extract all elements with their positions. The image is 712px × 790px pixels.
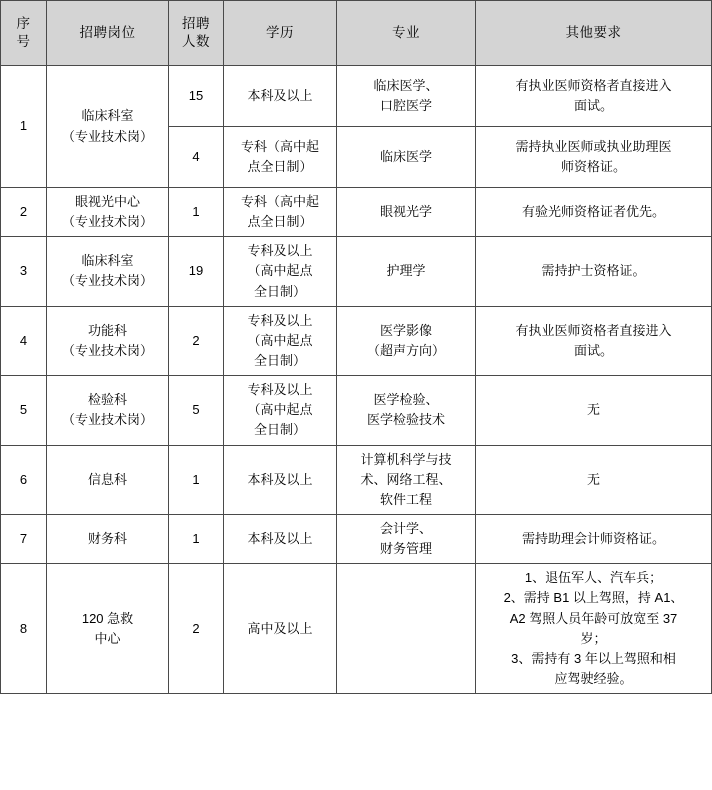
cell-position-line: 功能科 [87,322,127,338]
cell-education [224,66,337,127]
cell-major [337,306,476,375]
cell-position-line: 检验科 [87,392,127,408]
cell-other [476,66,712,127]
cell-education-line: 全日制） [253,352,306,368]
column-header-count [169,1,224,66]
cell-other-line: 面试。 [573,98,613,113]
cell-education [224,514,337,563]
cell-major-line: 医学检验、 [373,392,439,408]
cell-education [224,564,337,694]
cell-other [476,237,712,306]
cell-education-line: 专科及以上 [247,312,313,328]
cell-count: 1 [169,188,224,237]
cell-education-line: 点全日制） [247,159,313,174]
table-header-row [1,1,712,66]
cell-major-line: 临床医学、 [373,77,439,93]
cell-other-line: 需持护士资格证。 [541,263,646,279]
cell-position-line: 信息科 [87,471,127,487]
cell-major [337,237,476,306]
cell-major [337,188,476,237]
cell-other-line: 需持执业医师或执业助理医 [515,138,672,154]
cell-position-line: （专业技术岗） [61,128,153,144]
cell-education-line: 专科（高中起 [240,194,319,209]
cell-position-line: 临床科室 [81,253,134,269]
cell-seq: 2 [1,188,47,237]
cell-seq: 8 [1,564,47,694]
cell-count: 2 [169,306,224,375]
table-row [1,66,712,127]
cell-other-line: 应驾驶经验。 [554,670,633,686]
cell-position [47,237,169,306]
column-header-seq-line1: 序 [16,16,31,32]
cell-major-line: 临床医学 [379,148,432,164]
cell-other-line: 面试。 [573,342,613,358]
cell-education-line: 全日制） [253,283,306,299]
cell-other-line: 需持助理会计师资格证。 [521,531,665,547]
cell-major-line: 口腔医学 [379,98,432,113]
cell-count: 4 [169,127,224,188]
cell-major [337,564,476,694]
cell-other [476,188,712,237]
cell-seq: 4 [1,306,47,375]
cell-seq: 5 [1,376,47,445]
cell-education-line: 点全日制） [247,214,313,230]
column-header-position: 招聘岗位 [47,1,169,66]
cell-seq: 6 [1,445,47,514]
cell-other [476,514,712,563]
cell-other-line: 有执业医师资格者直接进入 [515,77,672,93]
cell-education [224,376,337,445]
cell-major [337,376,476,445]
cell-other-line: 岁； [580,630,607,646]
cell-position [47,445,169,514]
column-header-seq [1,1,47,66]
cell-other-line: 有验光师资格证者优先。 [521,204,665,220]
cell-major-line: 财务管理 [379,541,432,557]
cell-position-line: （专业技术岗） [61,342,153,358]
cell-major-line: 护理学 [386,263,426,279]
cell-count: 1 [169,445,224,514]
cell-position-line: 财务科 [87,531,127,547]
cell-seq: 7 [1,514,47,563]
cell-education-line: 专科及以上 [247,243,313,259]
cell-major-line: （超声方向） [366,342,445,358]
cell-major-line: 眼视光学 [379,204,432,220]
cell-position [47,376,169,445]
cell-education-line: （高中起点 [247,332,313,348]
cell-count: 5 [169,376,224,445]
column-header-count-line2: 人数 [182,34,210,49]
table-row [1,188,712,237]
cell-seq: 3 [1,237,47,306]
cell-other [476,127,712,188]
cell-education-line: 全日制） [253,422,306,438]
cell-education [224,237,337,306]
cell-position [47,514,169,563]
cell-count: 2 [169,564,224,694]
cell-education-line: 本科及以上 [247,531,313,547]
cell-position-line: 眼视光中心 [74,194,140,209]
cell-position-line: （专业技术岗） [61,214,153,230]
cell-education-line: 高中及以上 [247,620,313,636]
cell-other [476,376,712,445]
cell-other-line: 无 [586,471,600,487]
column-header-education: 学历 [224,1,337,66]
cell-position-line: （专业技术岗） [61,412,153,428]
cell-education-line: 专科及以上 [247,382,313,398]
cell-major [337,66,476,127]
cell-major-line: 术、网络工程、 [360,471,452,487]
cell-other [476,306,712,375]
column-header-seq-line2: 号 [16,34,31,49]
cell-education-line: 本科及以上 [247,87,313,103]
cell-count: 1 [169,514,224,563]
cell-other [476,445,712,514]
cell-seq: 1 [1,66,47,188]
cell-position [47,564,169,694]
cell-position [47,188,169,237]
cell-major [337,127,476,188]
cell-education-line: （高中起点 [247,402,313,418]
table-row [1,376,712,445]
table-row [1,445,712,514]
cell-education [224,445,337,514]
cell-education [224,127,337,188]
cell-education-line: （高中起点 [247,263,313,279]
table-row [1,237,712,306]
cell-education [224,306,337,375]
cell-position-line: （专业技术岗） [61,273,153,289]
cell-other-line: A2 驾照人员年龄可放宽至 37 [509,610,678,626]
column-header-other: 其他要求 [476,1,712,66]
table-row [1,564,712,694]
cell-major-line: 软件工程 [379,491,432,507]
cell-other-line: 3、需持有 3 年以上驾照和相 [511,650,676,666]
cell-major [337,514,476,563]
cell-other [476,564,712,694]
cell-position-line: 120 急救 [81,610,134,626]
cell-education-line: 专科（高中起 [240,138,319,154]
cell-education [224,188,337,237]
cell-major-line: 计算机科学与技 [360,451,452,467]
cell-major-line: 医学影像 [379,322,432,338]
cell-position-line: 中心 [94,630,121,646]
cell-other-line: 1、退伍军人、汽车兵； [524,570,663,586]
cell-major [337,445,476,514]
column-header-count-line1: 招聘 [182,16,210,32]
cell-major-line: 医学检验技术 [366,412,445,428]
cell-education-line: 本科及以上 [247,471,313,487]
cell-major-line: 会计学、 [379,520,432,536]
table-row [1,514,712,563]
cell-position [47,66,169,188]
column-header-major: 专业 [337,1,476,66]
cell-position-line: 临床科室 [81,108,134,124]
cell-other-line: 2、需持 B1 以上驾照，持 A1、 [503,590,684,606]
cell-position [47,306,169,375]
cell-other-line: 有执业医师资格者直接进入 [515,322,672,338]
cell-other-line: 无 [586,402,600,418]
cell-other-line: 师资格证。 [560,159,626,174]
cell-count: 15 [169,66,224,127]
cell-count: 19 [169,237,224,306]
table-row [1,306,712,375]
